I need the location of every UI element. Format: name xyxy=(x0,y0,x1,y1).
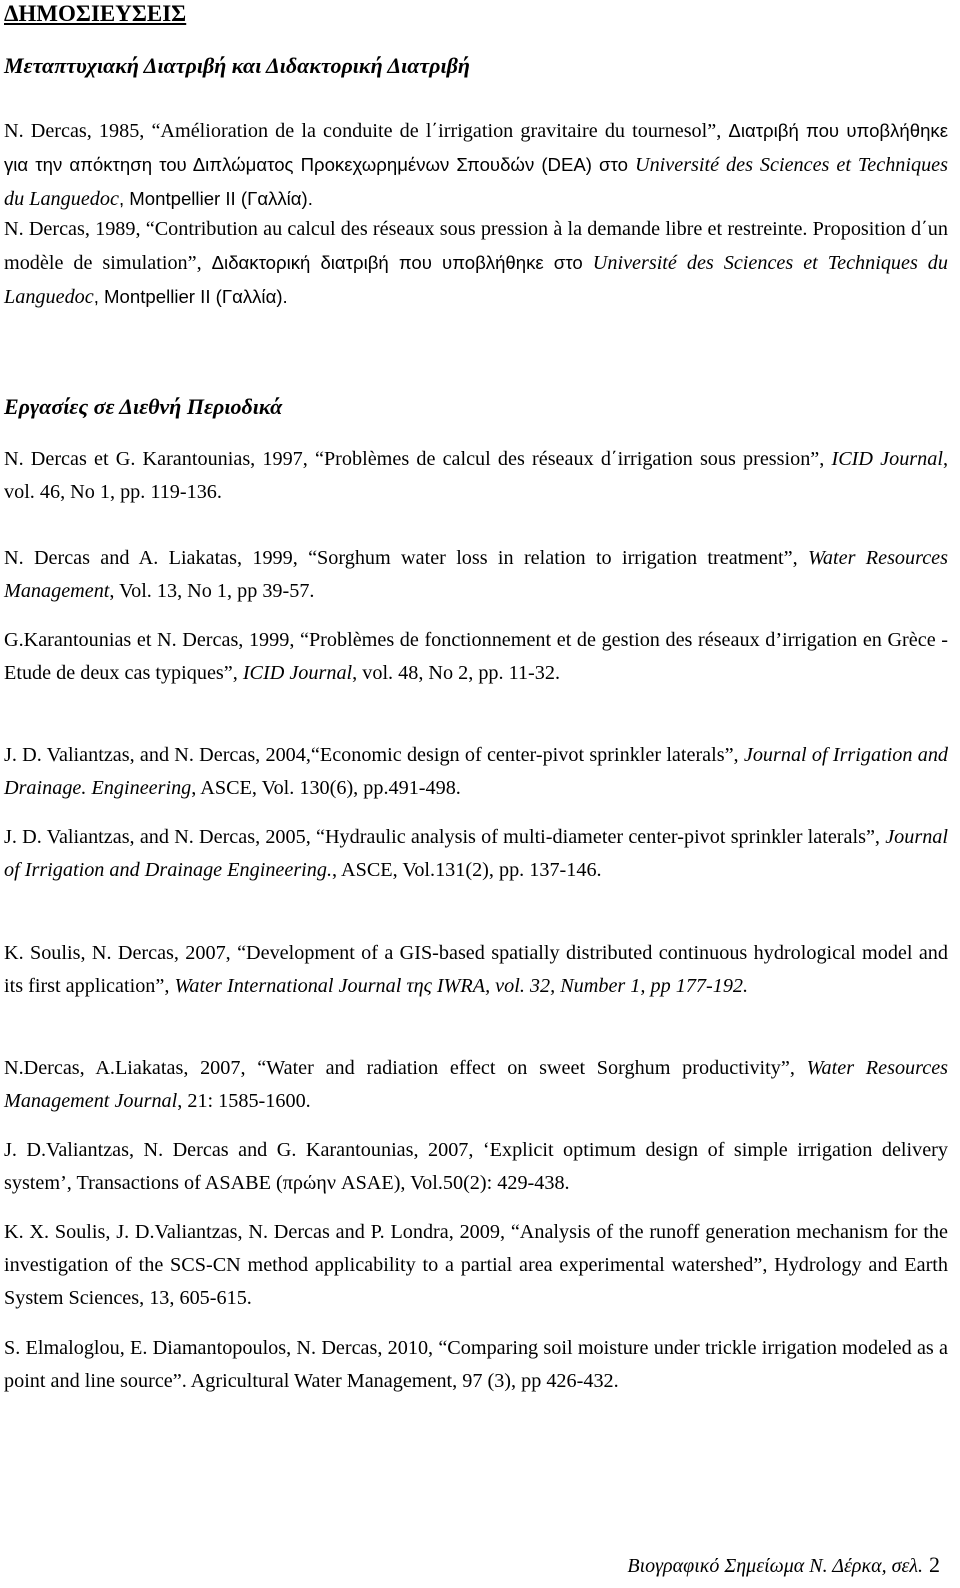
entry-details: , 21: 1585-1600. xyxy=(177,1090,311,1112)
entry-text: J. D. Valiantzas, and N. Dercas, 2004,“Economic design of center-pivot sprinkler laterals”, xyxy=(4,744,744,766)
entry-text: N. Dercas, 1989, “Contribution au calcul des réseaux sous pression à la demande libre et restreinte. Proposition d΄un modèle de simulation”, xyxy=(4,218,948,274)
entry-text: N.Dercas, A.Liakatas, 2007, “Water and radiation effect on sweet Sorghum productivity”, xyxy=(4,1057,807,1079)
thesis-entry-2 xyxy=(4,213,948,314)
entry-text: N. Dercas, 1985, “Amélioration de la conduite de l΄irrigation gravitaire du tournesol”, xyxy=(4,120,722,142)
entry-text: G.Karantounias et N. Dercas, 1999, “Problèmes de fonctionnement et de gestion des réseaux d’irrigation en Grèce - Etude de deux cas typiques”, xyxy=(4,629,948,684)
entry-details: , ASCE, Vol. 130(6), pp.491-498. xyxy=(191,777,461,799)
journal-entry-4 xyxy=(4,739,948,805)
entry-text: N. Dercas et G. Karantounias, 1997, “Problèmes de calcul des réseaux d΄irrigation sous pression”, xyxy=(4,448,832,470)
entry-journal: ICID Journal xyxy=(242,662,353,684)
journal-entry-10 xyxy=(4,1332,948,1398)
entry-journal: Water Resources Management Journal xyxy=(4,1057,949,1112)
journal-entry-6 xyxy=(4,937,948,1003)
page-title: ΔΗΜΟΣΙΕΥΣΕΙΣ xyxy=(4,1,187,26)
entry-journal: ICID Journal xyxy=(831,448,943,470)
entry-details: , Vol. 13, No 1, pp 39-57. xyxy=(109,580,315,602)
thesis-section-heading: Μεταπτυχιακή Διατριβή και Διδακτορική Διατριβή xyxy=(4,53,470,78)
page-footer xyxy=(627,1552,940,1579)
entry-text: J. D. Valiantzas, and N. Dercas, 2005, “Hydraulic analysis of multi-diameter center-pivot sprinkler laterals”, xyxy=(4,826,886,848)
entry-text: N. Dercas and A. Liakatas, 1999, “Sorghum water loss in relation to irrigation treatment”, xyxy=(4,547,808,569)
journal-entry-8 xyxy=(4,1134,948,1200)
entry-venue: Université des Sciences et Techniques du Languedoc xyxy=(4,154,948,210)
entry-location: , Montpellier II (Γαλλία). xyxy=(93,286,288,307)
entry-text: J. D.Valiantzas, N. Dercas and G. Karantounias, 2007, ‘Explicit optimum design of simple irrigation delivery system’, Transactions of ASABE (πρώην ASAE), Vol.50(2): 429-438. xyxy=(4,1139,948,1194)
page-number: 2 xyxy=(929,1552,940,1577)
thesis-entry-1 xyxy=(4,114,948,216)
entry-text-greek: Διδακτορική διατριβή που υποβλήθηκε στο xyxy=(211,252,593,273)
entry-journal: Journal of Irrigation and Drainage. Engineering xyxy=(4,744,949,799)
journal-entry-3 xyxy=(4,624,948,690)
footer-text: Βιογραφικό Σημείωμα Ν. Δέρκα, σελ. xyxy=(627,1555,923,1577)
entry-text: K. Soulis, N. Dercas, 2007, “Development of a GIS-based spatially distributed continuous hydrological model and its first application”, xyxy=(4,942,948,997)
journal-entry-2 xyxy=(4,542,948,608)
entry-details: , vol. 48, No 2, pp. 11-32. xyxy=(352,662,561,684)
journal-entry-9 xyxy=(4,1216,948,1315)
entry-journal: Water International Journal της IWRA, vol. 32, Number 1, pp 177-192. xyxy=(174,975,749,997)
journal-entry-5 xyxy=(4,821,948,887)
entry-venue: Université des Sciences et Techniques du Languedoc xyxy=(4,252,948,308)
entry-journal: Water Resources Management xyxy=(4,547,948,602)
entry-journal: Journal of Irrigation and Drainage Engineering. xyxy=(4,826,948,881)
journals-section-heading: Εργασίες σε Διεθνή Περιοδικά xyxy=(4,394,283,419)
entry-text: K. X. Soulis, J. D.Valiantzas, N. Dercas and P. Londra, 2009, “Analysis of the runoff generation mechanism for the investigation of the SCS-CN method applicability to a partial area experimental watershed”, Hydrology and Earth System Sciences, 13, 605-615. xyxy=(4,1221,948,1309)
journal-entry-7 xyxy=(4,1052,948,1118)
entry-details: , vol. 46, No 1, pp. 119-136. xyxy=(4,448,948,503)
entry-text-greek: Διατριβή που υποβλήθηκε για την απόκτηση του Διπλώματος Προκεχωρημένων Σπουδών (DEA) στο xyxy=(4,120,949,175)
journal-entry-1 xyxy=(4,443,948,509)
entry-details: , ASCE, Vol.131(2), pp. 137-146. xyxy=(332,859,602,881)
entry-location: , Montpellier II (Γαλλία). xyxy=(118,188,313,209)
entry-text: S. Elmaloglou, E. Diamantopoulos, N. Dercas, 2010, “Comparing soil moisture under trickle irrigation modeled as a point and line source”. Agricultural Water Management, 97 (3), pp 426-432. xyxy=(4,1337,948,1392)
